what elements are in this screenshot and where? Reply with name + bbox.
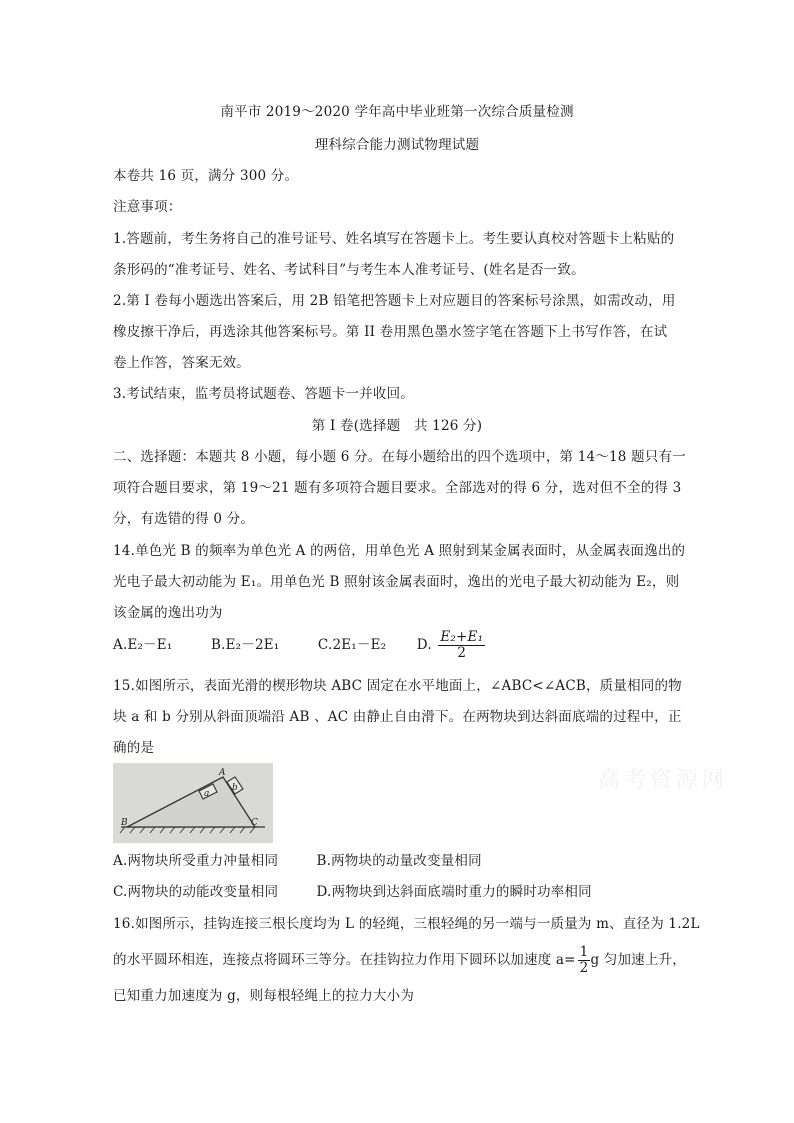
section-instruction: 二、选择题：本题共 8 小题，每小题 6 分。在每小题给出的四个选项中，第 14～18 题只有一 — [113, 449, 686, 465]
section-instruction: 分，有选错的得 0 分。 — [113, 511, 255, 527]
option-b: B.E₂－2E₁ — [210, 637, 280, 653]
option-b: B.两物块的动量改变量相同 — [316, 853, 482, 869]
ground-hatching — [120, 827, 255, 833]
fraction-numerator: 1 — [579, 944, 589, 960]
option-d-label: D. — [416, 637, 432, 653]
option-a: A.两物块所受重力冲量相同 — [113, 853, 279, 869]
wedge-diagram — [113, 763, 273, 843]
wedge-figure — [113, 763, 273, 843]
option-d: D.两物块到达斜面底端时重力的瞬时功率相同 — [316, 884, 592, 900]
question-15-text: 确的是 — [113, 740, 155, 756]
question-14-text: 光电子最大初动能为 E₁。用单色光 B 照射该金属表面时，逸出的光电子最大初动能为 E₂，则 — [113, 574, 680, 590]
question-16-text-part: 的水平圆环相连，连接点将圆环三等分。在挂钩拉力作用下圆环以加速度 a= — [113, 952, 576, 968]
notice-heading: 注意事项： — [113, 199, 182, 215]
label-vertex-a: A — [219, 768, 226, 778]
question-14-text: 14.单色光 B 的频率为单色光 A 的两倍，用单色光 A 照射到某金属表面时，从金属表面逸出的 — [113, 543, 686, 559]
watermark: 高考资源网 — [598, 768, 729, 793]
question-14-text: 该金属的逸出功为 — [113, 605, 223, 621]
question-15-text: 块 a 和 b 分别从斜面顶端沿 AB 、AC 由静止自由滑下。在两物块到达斜面底端的过程中，正 — [113, 709, 682, 725]
label-vertex-b: B — [121, 818, 128, 828]
acceleration-fraction — [578, 945, 591, 976]
option-c: C.2E₁－E₂ — [317, 637, 387, 653]
option-d-fraction — [438, 630, 485, 661]
notice-line: 条形码的“准考证号、姓名、考试科目”与考生本人准考证号、(姓名是否一致。 — [113, 262, 585, 278]
exam-title: 南平市 2019～2020 学年高中毕业班第一次综合质量检测 — [220, 104, 574, 120]
question-15-options — [113, 851, 482, 871]
section-title: 第 I 卷(选择题 共 126 分) — [311, 418, 483, 434]
fraction-numerator: E₂+E₁ — [440, 629, 484, 645]
notice-line: 3.考试结束，监考员将试题卷、答题卡一并收回。 — [113, 386, 414, 402]
label-vertex-c: C — [251, 818, 258, 828]
fraction-denominator: 2 — [457, 645, 467, 661]
notice-line: 卷上作答，答案无效。 — [113, 355, 250, 371]
section-instruction: 项符合题目要求，第 19～21 题有多项符合题目要求。全部选对的得 6 分，选对但不全的得 3 — [113, 480, 682, 496]
question-15-text: 15.如图所示，表面光滑的楔形物块 ABC 固定在水平地面上，∠ABC<∠ACB，质量相同的物 — [113, 678, 682, 694]
question-16-text: 16.如图所示，挂钩连接三根长度均为 L 的轻绳，三根轻绳的另一端与一质量为 m、直径为 1.2L — [113, 916, 700, 932]
label-b: b — [232, 783, 238, 793]
question-16-text-part: g 匀加速上升， — [590, 952, 686, 968]
label-a: a — [204, 789, 210, 799]
notice-line: 2.第 I 卷每小题选出答案后，用 2B 铅笔把答题卡上对应题目的答案标号涂黑，如需改动，用 — [113, 293, 676, 309]
option-c: C.两物块的动能改变量相同 — [113, 884, 279, 900]
notice-line: 1.答题前，考生务将自己的准号证号、姓名填写在答题卡上。考生要认真校对答题卡上粘贴的 — [113, 231, 675, 247]
page-count-text: 本卷共 16 页，满分 300 分。 — [113, 168, 299, 184]
option-a: A.E₂－E₁ — [113, 637, 173, 653]
fraction-denominator: 2 — [579, 960, 589, 976]
question-16-text: 已知重力加速度为 g，则每根轻绳上的拉力大小为 — [113, 988, 415, 1004]
question-16-text — [113, 945, 686, 976]
question-14-options — [113, 630, 485, 661]
notice-line: 橡皮擦干净后，再选涂其他答案标号。第 II 卷用黑色墨水签字笔在答题下上书写作答，在试 — [113, 324, 668, 340]
question-15-options — [113, 882, 592, 902]
exam-subtitle: 理科综合能力测试物理试题 — [314, 137, 480, 153]
